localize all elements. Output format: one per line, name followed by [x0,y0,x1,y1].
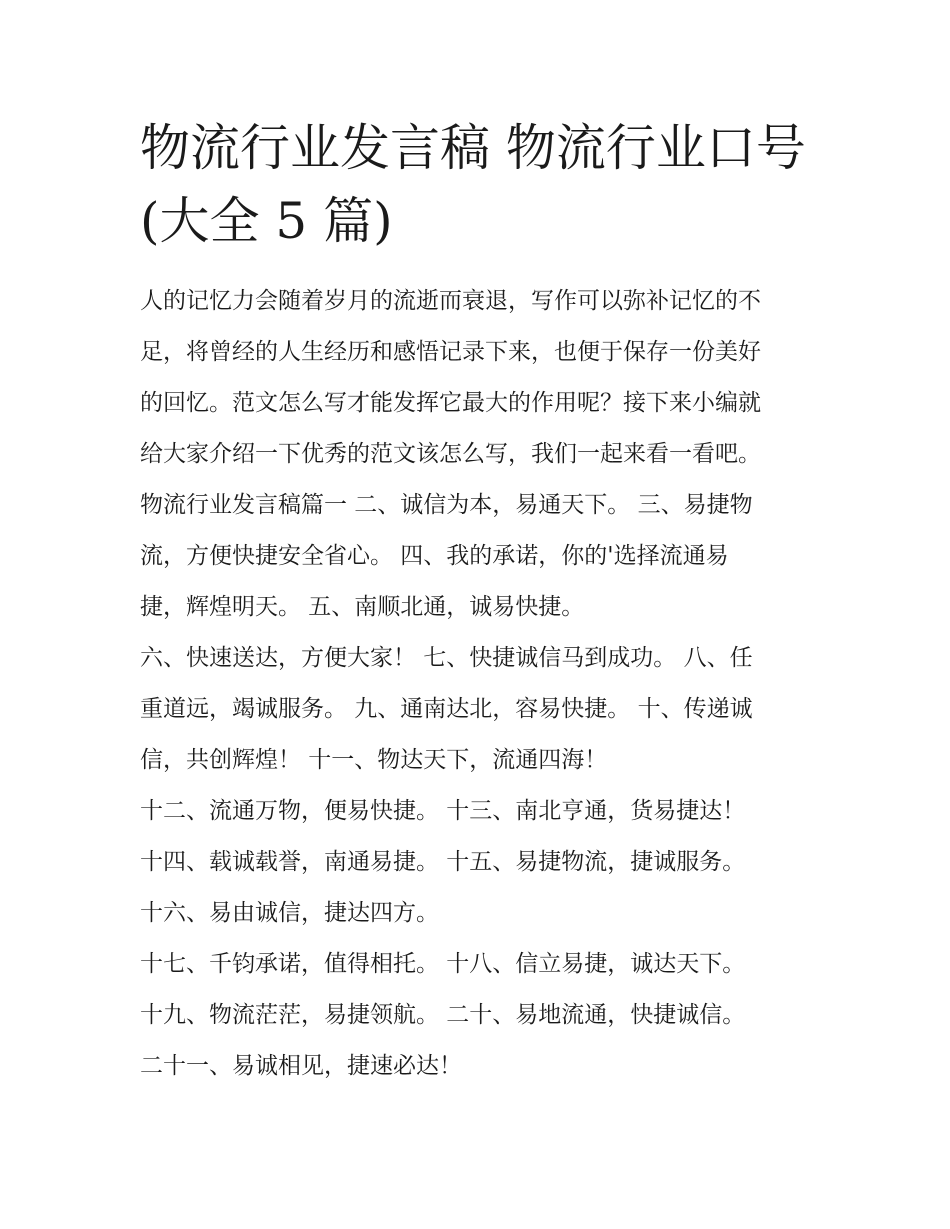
document-title [140,112,820,258]
document-body [140,276,820,1092]
body-line: 流，方便快捷安全省心。 四、我的承诺，你的'选择流通易 [140,543,729,569]
title-line-1: 物流行业发言稿 物流行业口号 [140,119,806,177]
body-line: 足，将曾经的人生经历和感悟记录下来，也便于保存一份美好 [140,339,761,365]
body-line: 信，共创辉煌！ 十一、物达天下，流通四海！ [140,747,608,773]
body-line: 十四、载诚载誉，南通易捷。 十五、易捷物流，捷诚服务。 [140,849,746,875]
body-line: 的回忆。范文怎么写才能发挥它最大的作用呢？接下来小编就 [140,390,761,416]
body-line: 六、快速送达，方便大家！ 七、快捷诚信马到成功。 八、任 [140,645,753,671]
title-line-2: (大全 5 篇) [140,192,393,250]
body-line: 重道远，竭诚服务。 九、通南达北，容易快捷。 十、传递诚 [140,696,753,722]
body-line: 物流行业发言稿篇一 二、诚信为本，易通天下。 三、易捷物 [140,492,753,518]
body-line: 给大家介绍一下优秀的范文该怎么写，我们一起来看一看吧。 [140,441,761,467]
body-line: 二十一、易诚相见，捷速必达！ [140,1053,462,1079]
body-line: 人的记忆力会随着岁月的流逝而衰退，写作可以弥补记忆的不 [140,288,761,314]
body-line: 十九、物流茫茫，易捷领航。 二十、易地流通，快捷诚信。 [140,1002,746,1028]
body-line: 十六、易由诚信，捷达四方。 [140,900,439,926]
body-line: 捷，辉煌明天。 五、南顺北通，诚易快捷。 [140,594,585,620]
body-line: 十二、流通万物，便易快捷。 十三、南北亨通，货易捷达！ [140,798,746,824]
body-line: 十七、千钧承诺，值得相托。 十八、信立易捷，诚达天下。 [140,951,746,977]
